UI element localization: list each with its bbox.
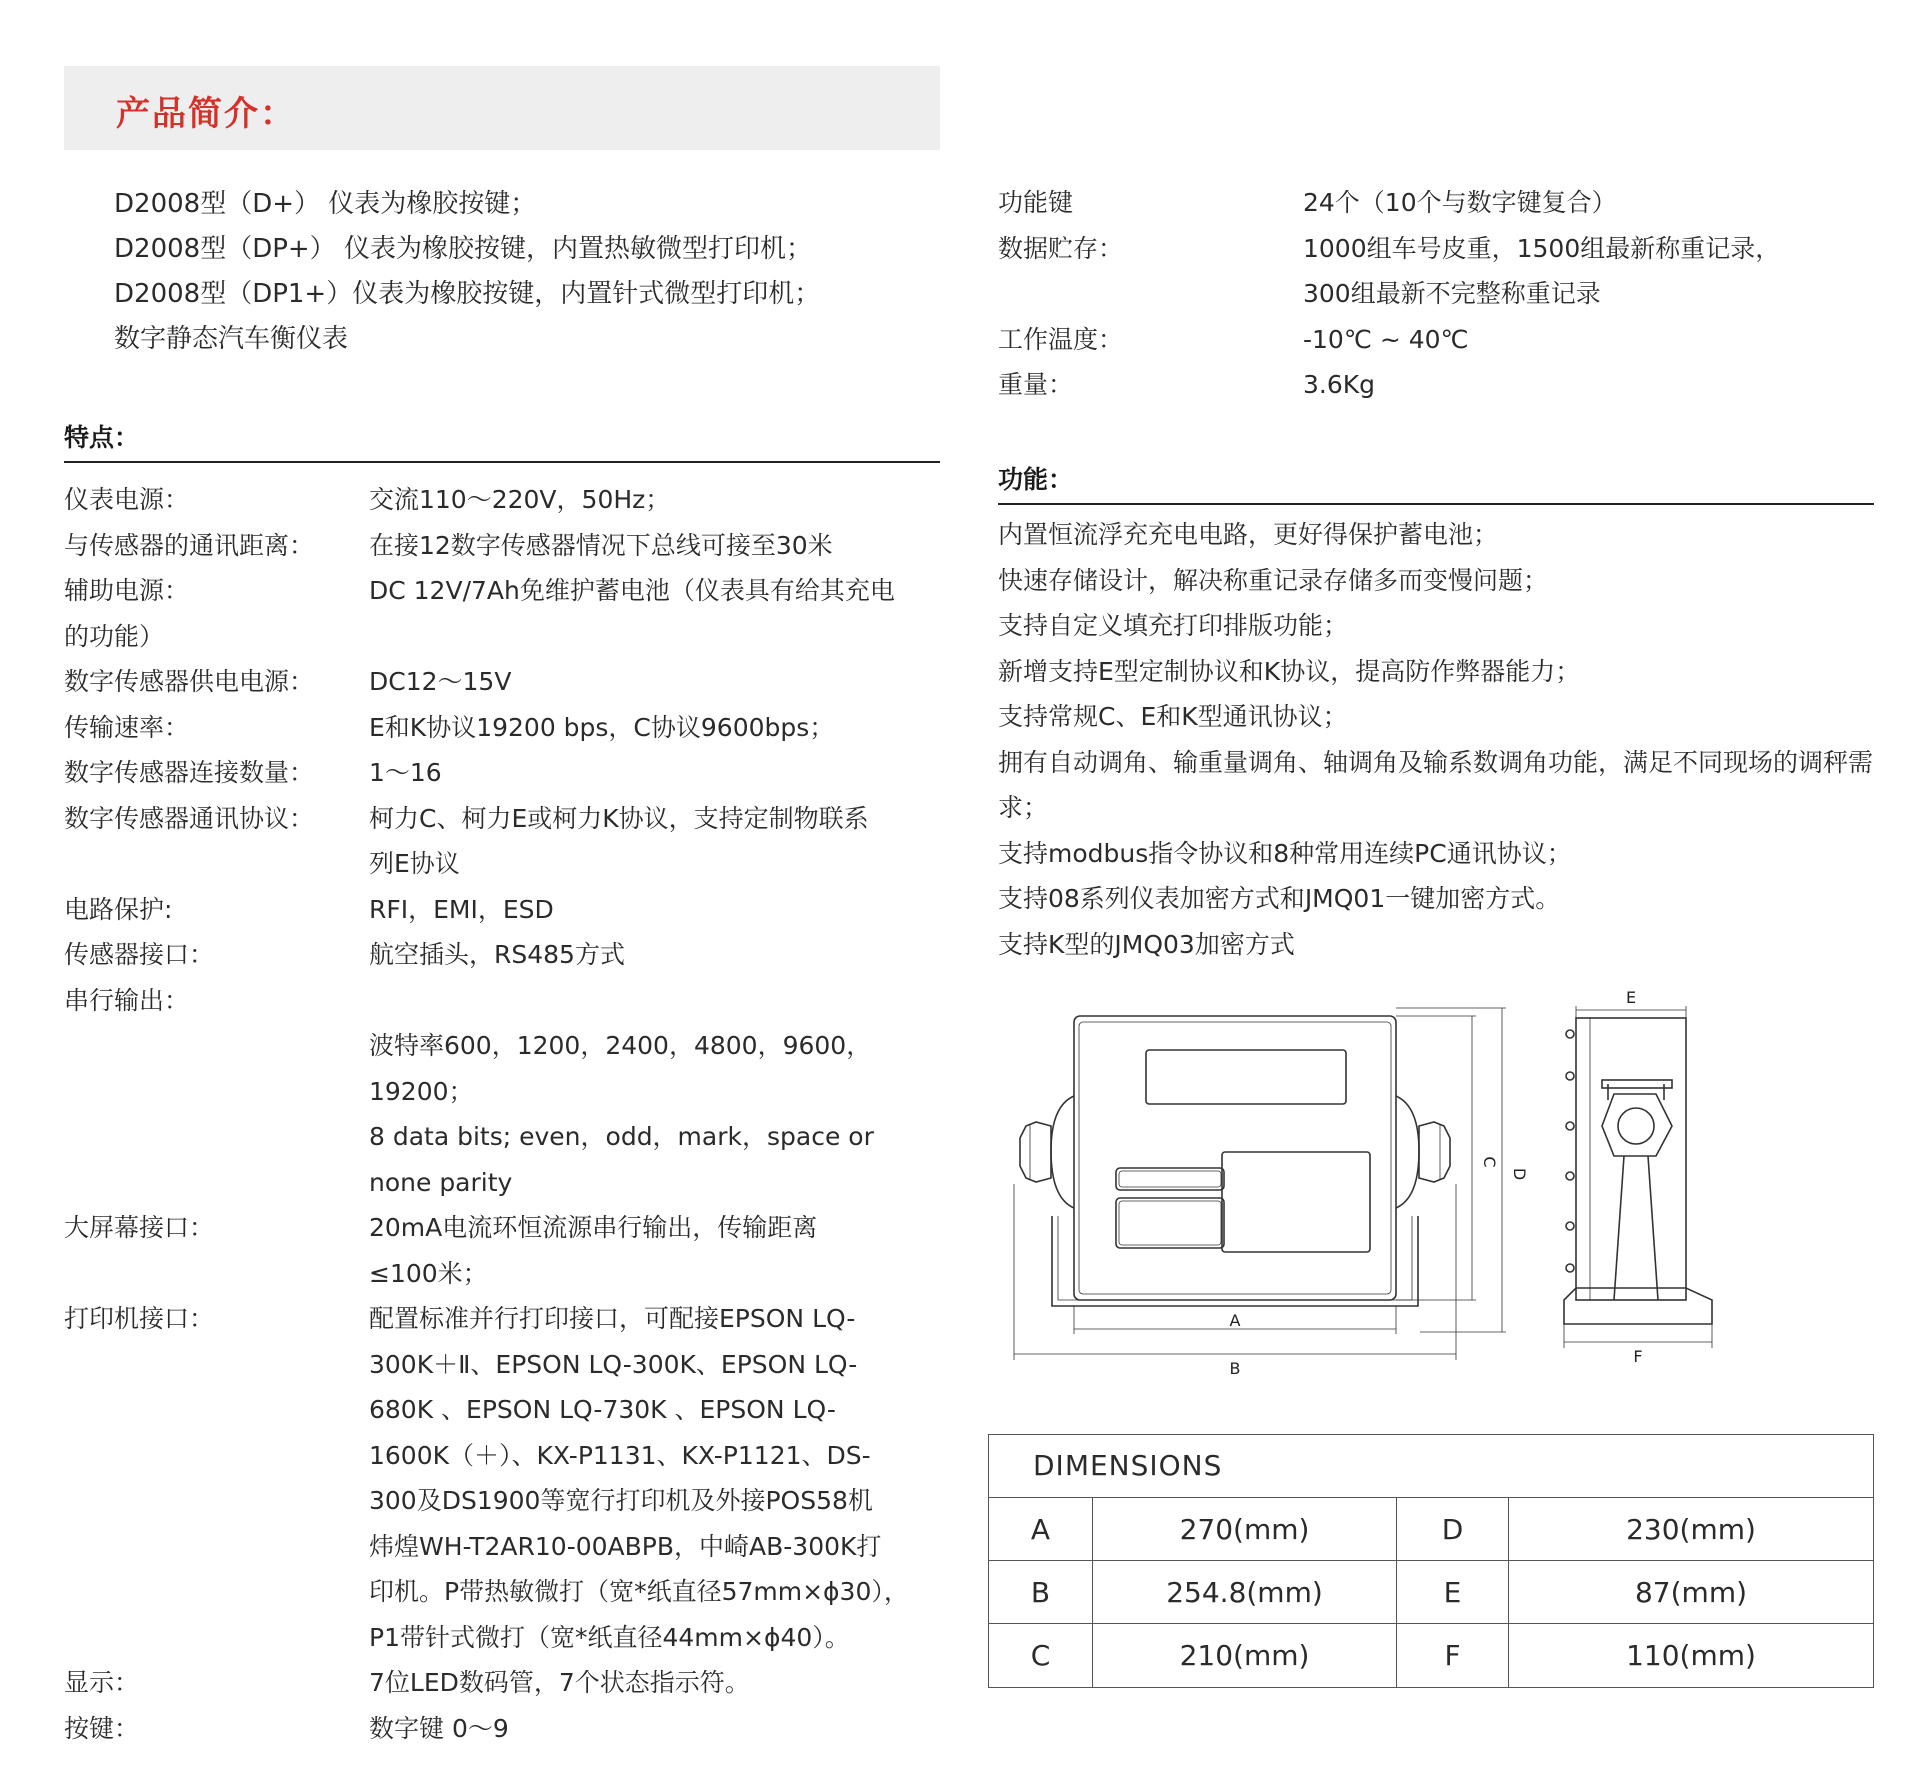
function-item: 拥有自动调角、输重量调角、轴调角及输系数调角功能，满足不同现场的调秤需求； — [998, 747, 1874, 822]
dimensions-cell: A — [989, 1498, 1093, 1561]
housing-side — [1576, 1018, 1686, 1300]
function-item: 支持08系列仪表加密方式和JMQ01一键加密方式。 — [998, 884, 1561, 913]
spec-value — [1303, 362, 1878, 408]
spec-value — [369, 477, 944, 523]
spec-label: 重量： — [998, 370, 1074, 399]
spec-value-line: 3.6Kg — [1303, 370, 1376, 399]
function-item: 快速存储设计，解决称重记录存储多而变慢问题； — [998, 565, 1549, 595]
spec-value-line: 在接12数字传感器情况下总线可接至30米 — [369, 530, 833, 560]
spec-value-line: 1600K（＋）、KX-P1131、KX-P1121、DS- — [369, 1440, 871, 1470]
spec-row — [64, 1205, 944, 1296]
spec-label: 功能键 — [998, 188, 1074, 217]
spec-value-line: 1000组车号皮重，1500组最新称重记录， — [1303, 233, 1781, 263]
features-list — [64, 477, 944, 1751]
dim-label-f: F — [1633, 1347, 1643, 1366]
spec-value-line: 波特率600，1200，2400，4800，9600， — [369, 1031, 872, 1060]
intro-line: D2008型（DP1+）仪表为橡胶按键，内置针式微型打印机； — [114, 279, 821, 309]
spec-value-line: 柯力C、柯力E或柯力K协议，支持定制物联系 — [369, 803, 869, 833]
spec-label: 传感器接口： — [64, 940, 215, 969]
functions-title: 功能： — [998, 465, 1074, 494]
housing-front — [1074, 1016, 1396, 1300]
dimensions-cell: C — [989, 1624, 1093, 1687]
spec-value-line: none parity — [369, 1167, 513, 1197]
spec-row — [998, 180, 1878, 226]
spec-value-line: 19200； — [369, 1076, 474, 1106]
intro-line: D2008型（D+） 仪表为橡胶按键； — [114, 189, 537, 219]
spec-row — [64, 978, 944, 1206]
function-item: 支持modbus指令协议和8种常用连续PC通讯协议； — [998, 838, 1572, 868]
spec-value-line: 8 data bits; even，odd，mark，space or — [369, 1122, 874, 1151]
spec-row — [998, 362, 1878, 408]
spec-value — [369, 705, 944, 751]
spec-label: 显示： — [64, 1668, 140, 1697]
spec-value-line: 数字键 0～9 — [369, 1713, 509, 1743]
dimensions-cell: 230(mm) — [1509, 1498, 1873, 1561]
spec-value — [369, 750, 944, 796]
spec-value — [369, 568, 944, 614]
spec-row — [64, 1296, 944, 1660]
spec-value-line: 7位LED数码管，7个状态指示符。 — [369, 1668, 750, 1697]
spec-value-line: 20mA电流环恒流源串行输出，传输距离 — [369, 1213, 818, 1242]
dimensions-cell: 110(mm) — [1626, 1639, 1756, 1672]
spec-value — [369, 1205, 944, 1296]
spec-value-line: 交流110～220V，50Hz； — [369, 485, 671, 514]
spec-label: 辅助电源： — [64, 576, 190, 605]
intro-line: D2008型（DP+） 仪表为橡胶按键，内置热敏微型打印机； — [114, 234, 812, 264]
spec-value-line: 航空插头，RS485方式 — [369, 940, 625, 969]
spec-value-line: -10℃ ~ 40℃ — [1303, 324, 1469, 354]
dimensions-cell: B — [989, 1561, 1093, 1624]
page-title: 产品简介： — [116, 94, 296, 134]
spec-label: 数字传感器通讯协议： — [64, 803, 315, 833]
spec-label: 数字传感器连接数量： — [64, 758, 315, 787]
spec-label-continued: 的功能） — [64, 621, 165, 651]
right-spec-list — [998, 180, 1878, 408]
spec-label: 串行输出： — [64, 985, 190, 1015]
dim-label-c: C — [1480, 1156, 1499, 1168]
spec-label: 按键： — [64, 1713, 140, 1743]
spec-row — [998, 317, 1878, 363]
dimensions-cell: E — [1397, 1561, 1509, 1624]
spec-label: 与传感器的通讯距离： — [64, 530, 315, 560]
spec-value — [369, 796, 944, 887]
spec-row — [64, 477, 944, 523]
function-item: 支持常规C、E和K型通讯协议； — [998, 702, 1348, 731]
spec-value — [369, 523, 944, 569]
spec-value — [369, 887, 944, 933]
spec-value — [1303, 317, 1878, 363]
spec-value — [369, 1660, 944, 1706]
functions-rule — [998, 503, 1874, 505]
function-item: 内置恒流浮充充电电路，更好得保护蓄电池； — [998, 520, 1499, 549]
knob-right — [1419, 1122, 1450, 1182]
spec-value-line: DC12～15V — [369, 667, 512, 696]
spec-value-line: 300K＋Ⅱ、EPSON LQ-300K、EPSON LQ- — [369, 1349, 858, 1379]
spec-row — [64, 887, 944, 933]
spec-value — [1303, 180, 1878, 226]
spec-value — [369, 978, 944, 1206]
dimensions-cell: 270(mm) — [1093, 1498, 1397, 1561]
side-knob — [1602, 1094, 1672, 1156]
spec-value-line: 配置标准并行打印接口，可配接EPSON LQ- — [369, 1304, 856, 1333]
spec-value-line: E和K协议19200 bps，C协议9600bps； — [369, 712, 835, 742]
spec-value-line: 列E协议 — [369, 849, 460, 878]
spec-label: 传输速率： — [64, 712, 190, 742]
spec-label: 电路保护: — [64, 894, 173, 924]
spec-label: 仪表电源： — [64, 485, 190, 514]
dimension-drawing — [996, 976, 1876, 1406]
dim-label-e: E — [1625, 988, 1637, 1007]
display-window — [1146, 1050, 1346, 1104]
spec-value — [369, 932, 944, 978]
dim-label-a: A — [1229, 1311, 1241, 1330]
functions-list — [998, 512, 1878, 967]
spec-label: 大屏幕接口： — [64, 1213, 215, 1242]
knob-left — [1020, 1122, 1051, 1182]
spec-label: 数字传感器供电电源： — [64, 667, 315, 696]
dimensions-cell: 210(mm) — [1093, 1624, 1397, 1687]
dimensions-cell: 87(mm) — [1509, 1561, 1873, 1624]
spec-value-line: 300组最新不完整称重记录 — [1303, 279, 1601, 308]
spec-value — [369, 1296, 944, 1660]
spec-value-line: 炜煌WH-T2AR10-00ABPB，中崎AB-300K打 — [369, 1531, 882, 1561]
function-item: 支持自定义填充打印排版功能； — [998, 611, 1349, 640]
spec-row — [64, 1660, 944, 1706]
features-title: 特点： — [64, 423, 140, 452]
spec-value — [369, 659, 944, 705]
spec-value-line: 印机。P带热敏微打（宽*纸直径57mm×ϕ30）， — [369, 1577, 909, 1606]
spec-value-line: P1带针式微打（宽*纸直径44mm×ϕ40）。 — [369, 1622, 850, 1652]
spec-row — [64, 659, 944, 705]
dimensions-cell: 254.8(mm) — [1093, 1561, 1397, 1624]
spec-value-line: DC 12V/7Ah免维护蓄电池（仪表具有给其充电 — [369, 576, 895, 605]
dim-label-b: B — [1229, 1359, 1241, 1378]
spec-value-line: RFI，EMI，ESD — [369, 894, 554, 924]
dimensions-cell: D — [1397, 1498, 1509, 1561]
spec-value-line: ≤100米； — [369, 1258, 488, 1288]
spec-label: 打印机接口： — [64, 1304, 215, 1333]
spec-row — [64, 932, 944, 978]
spec-value-line: 680K 、EPSON LQ-730K 、EPSON LQ- — [369, 1395, 836, 1424]
function-item: 新增支持E型定制协议和K协议，提高防作弊器能力； — [998, 656, 1581, 686]
features-rule — [64, 461, 940, 463]
spec-value-line — [369, 978, 944, 1024]
spec-row — [998, 226, 1878, 317]
dimensions-title: DIMENSIONS — [989, 1435, 1873, 1498]
spec-value — [1303, 226, 1878, 317]
spec-row — [64, 750, 944, 796]
function-item: 支持K型的JMQ03加密方式 — [998, 929, 1295, 959]
dimensions-table — [988, 1434, 1874, 1688]
spec-row — [64, 568, 944, 614]
intro-block — [114, 182, 820, 362]
spec-value — [369, 1706, 944, 1752]
spec-value-line: 1～16 — [369, 758, 442, 787]
spec-value-line: 300及DS1900等宽行打印机及外接POS58机 — [369, 1486, 873, 1515]
dim-label-d: D — [1510, 1167, 1529, 1181]
spec-row — [64, 796, 944, 887]
spec-row — [64, 523, 944, 569]
printer-window — [1222, 1152, 1370, 1252]
spec-row-continued — [64, 614, 944, 660]
spec-label: 工作温度： — [998, 324, 1124, 354]
spec-value-line: 24个（10个与数字键复合） — [1303, 188, 1617, 217]
dimensions-cell: F — [1397, 1624, 1509, 1687]
spec-row — [64, 1706, 944, 1752]
spec-row — [64, 705, 944, 751]
keypad-bottom — [1116, 1198, 1224, 1248]
intro-line: 数字静态汽车衡仪表 — [114, 324, 349, 354]
spec-label: 数据贮存： — [998, 233, 1124, 263]
dimensions-grid — [989, 1498, 1873, 1687]
